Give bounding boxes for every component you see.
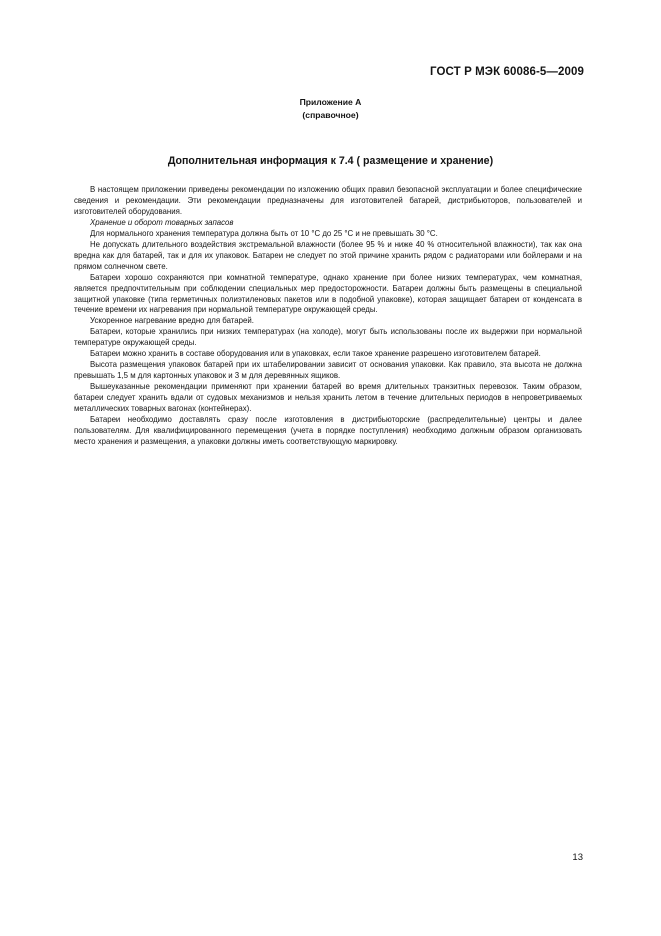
annex-kind: (справочное)	[302, 110, 359, 120]
annex-title: Приложение А	[299, 97, 362, 107]
paragraph: В настоящем приложении приведены рекомендации по изложению общих правил безопасной эксплуатации и более специфические сведения и рекомендации. Эти рекомендации предназначены для изготовителей батарей, дистрибьюторов, пользователей и изготовителей оборудования.	[74, 185, 582, 216]
paragraph: Батареи можно хранить в составе оборудования или в упаковках, если такое хранение разрешено изготовителем батарей.	[90, 349, 541, 359]
subheading: Хранение и оборот товарных запасов	[90, 217, 234, 227]
paragraph: Батареи необходимо доставлять сразу после изготовления в дистрибьюторские (распределительные) центры и далее пользователям. Для квалифицированного перемещения (учета в порядке поступления) необходимо должным образом организовать место хранения и размещения, а упаковки должны иметь соответствующую маркировку.	[74, 415, 582, 446]
annex-label	[0, 96, 661, 122]
body-text	[74, 185, 582, 448]
paragraph: Ускоренное нагревание вредно для батарей.	[90, 316, 254, 326]
section-heading: Дополнительная информация к 7.4 ( размещение и хранение)	[167, 155, 494, 167]
paragraph: Батареи хорошо сохраняются при комнатной температуре, однако хранение при более низких температурах, чем комнатная, является предпочтительным при соблюдении специальных мер предосторожности. Батареи должны быть размещены в специальной защитной упаковке (типа герметичных полиэтиленовых пакетов или в подобной упаковке), которая защищает батареи от конденсата в течение времени их нагревания при нормальной температуре окружающей среды.	[74, 272, 582, 315]
paragraph: Для нормального хранения температура должна быть от 10 °С до 25 °С и не превышать 30 °С.	[90, 228, 438, 238]
paragraph: Не допускать длительного воздействия экстремальной влажности (более 95 % и ниже 40 % относительной влажности), так как она вредна как для батарей, так и для их упаковок. Батареи не следует по этой причине хранить рядом с радиаторами или бойлерами и на прямом солнечном свете.	[74, 239, 582, 271]
standard-code: ГОСТ Р МЭК 60086-5—2009	[430, 66, 584, 78]
paragraph: Вышеуказанные рекомендации применяют при хранении батарей во время длительных транзитных перевозок. Таким образом, батареи следует хранить вдали от судовых механизмов и нельзя хранить летом в течение длительных периодов в непроветриваемых металлических товарных вагонах (контейнерах).	[74, 382, 582, 414]
paragraph: Батареи, которые хранились при низких температурах (на холоде), могут быть использованы после их выдержки при нормальной температуре окружающей среды.	[74, 327, 582, 348]
page-number: 13	[572, 852, 583, 863]
paragraph: Высота размещения упаковок батарей при их штабелировании зависит от основания упаковки. Как правило, эта высота не должна превышать 1,5 м для картонных упаковок и 3 м для деревянных ящиков.	[74, 360, 582, 381]
